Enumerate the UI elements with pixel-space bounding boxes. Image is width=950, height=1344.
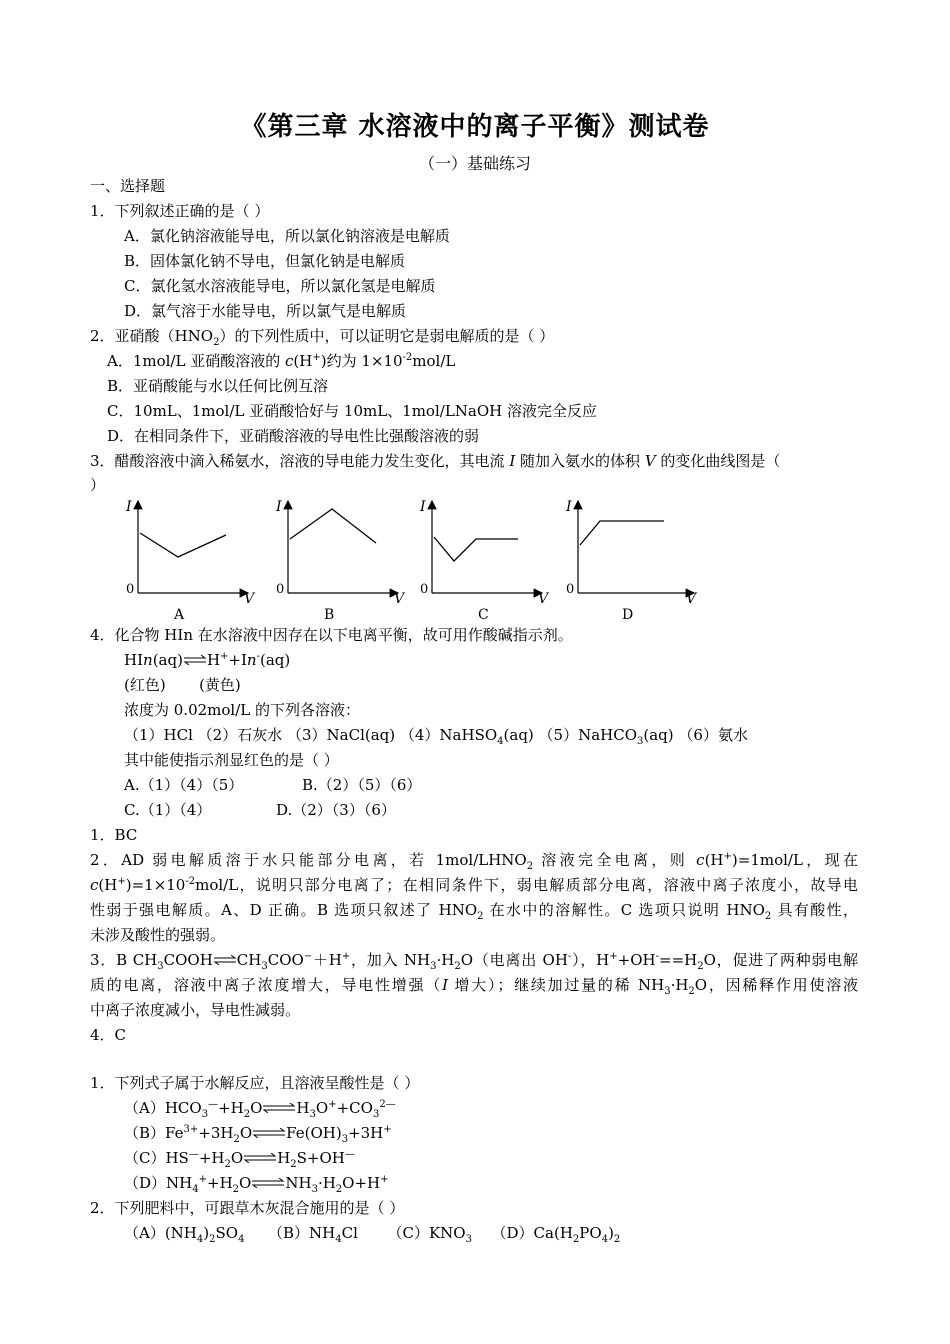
answer-3-line-1: 3．B $CH_3COOH$ $CH_3COO^-+H^+$，加入 $NH_3\cdot H_2O$（电离出 OH-），$H^++OH^-==H_2O$，促进了两种弱电解 (90, 951, 858, 972)
section-heading: 一、选择题 (90, 177, 166, 195)
answer-2-line-1: 2．AD 弱电解质溶于水只能部分电离，若 $1mol/LHNO_2$ 溶液完全电离，则 c(H+)=1mol/L，现在 (90, 851, 858, 872)
graph-d-curve (580, 521, 664, 545)
question-4-option-c: C.（1）（4） (124, 801, 212, 819)
part2-question-2-option-d: $(D)Ca(H_2PO_4)_2$ (491, 1224, 621, 1245)
graph-b (275, 499, 406, 623)
equilibrium-arrow-icon (252, 1128, 286, 1138)
question-4-option-d: D.（2）（3）（6） (276, 801, 396, 819)
graph-d-y-label: I (566, 499, 572, 515)
part2-question-2-stem: 2．下列肥料中，可跟草木灰混合施用的是（ ） (90, 1199, 405, 1217)
graph-d-origin: 0 (566, 582, 575, 597)
question-4-option-a: A.（1）（4）（5） (124, 776, 244, 794)
equilibrium-arrow-icon (243, 1153, 277, 1163)
question-1-stem: 1．下列叙述正确的是（ ） (90, 202, 270, 220)
graph-c-x-label: V (538, 591, 549, 607)
answer-4: 4．C (90, 1026, 127, 1044)
answer-2-line-3: 性弱于强电解质。A、D 正确。B 选项只叙述了 $HNO_2$ 在水中的溶解性。C 选项只说明 $HNO_2$ 具有酸性， (90, 901, 858, 922)
graph-c-y-label: I (420, 499, 426, 515)
question-2-option-d: D．在相同条件下，亚硝酸溶液的导电性比强酸溶液的弱 (107, 427, 480, 445)
answer-2-line-2: $c(H^+)=1\times 10^{-2}mol/L$，说明只部分电离了；在相同条件下，弱电解质部分电离，溶液中离子浓度小，故导电 (90, 876, 858, 894)
equilibrium-arrow-icon (213, 955, 237, 965)
part2-question-1-option-b: $(B)Fe^{3+}+3H_2O$ $Fe(OH)_3+3H^+$ (124, 1124, 392, 1145)
answer-1: 1．BC (90, 826, 138, 844)
part2-question-1-option-d: $(D)NH_4^++H_2O$ $NH_3\cdot H_2O+H^+$ (124, 1174, 389, 1195)
graph-a (125, 499, 256, 623)
graph-a-y-label: I (126, 499, 132, 515)
graph-a-label: A (174, 607, 185, 623)
question-1-option-a: A．氯化钠溶液能导电，所以氯化钠溶液是电解质 (124, 227, 450, 245)
question-2-option-a: A．1mol/L 亚硝酸溶液的 c(H+)约为 $1\times 10^{-2}mol/L$ (107, 352, 456, 370)
equilibrium-arrow-icon (183, 655, 207, 665)
graph-d-x-label: V (686, 591, 697, 607)
graph-c-origin: 0 (420, 582, 429, 597)
graph-c-curve (434, 537, 518, 561)
answer-3-line-2: 质的电离，溶液中离子浓度增大，导电性增强（I 增大）；继续加过量的稀 $NH_3\cdot H_2O$，因稀释作用使溶液 (90, 976, 858, 997)
part2-question-2-options (124, 1223, 620, 1243)
graph-c (419, 499, 550, 623)
graph-a-curve (140, 533, 226, 557)
graph-a-origin: 0 (126, 582, 135, 597)
graph-b-y-label: I (276, 499, 282, 515)
question-4-stem: 4．化合物 HIn 在水溶液中因存在以下电离平衡，故可用作酸碱指示剂。 (90, 626, 573, 644)
question-3-stem: 3．醋酸溶液中滴入稀氨水，溶液的导电能力发生变化，其电流 I 随加入氨水的体积 V 的变化曲线图是（ (90, 452, 781, 470)
page-subtitle: （一）基础练习 (418, 154, 531, 173)
question-4-option-b: B.（2）（5）（6） (302, 776, 422, 794)
equilibrium-arrow-icon (251, 1178, 285, 1188)
graph-b-label: B (324, 607, 335, 623)
page-title: 《第三章 水溶液中的离子平衡》测试卷 (240, 112, 710, 142)
question-4-solution-list: （1）HCl （2）石灰水 （3）NaCl(aq) （4）NaHSO$_4$(aq) （5）NaHCO$_3$(aq) （6）氨水 (124, 726, 748, 747)
answer-3-line-3: 中离子浓度减小，导电性减弱。 (90, 1001, 301, 1019)
graph-b-x-label: V (394, 591, 405, 607)
question-2-stem: 2．亚硝酸$(HNO_2)$的下列性质中，可以证明它是弱电解质的是（ ） (90, 327, 555, 348)
equilibrium-arrow-icon (262, 1103, 296, 1113)
part2-question-2-option-a: $(A)(NH_4)_2SO_4$ (124, 1224, 245, 1245)
question-2-option-c: C．10mL、1mol/L 亚硝酸恰好与 10mL、1mol/LNaOH 溶液完全反应 (107, 402, 597, 420)
part2-question-1-option-c: $(C)HS^—+H_2O$ $H_2S+OH^—$ (124, 1149, 355, 1170)
question-4-ask: 其中能使指示剂显红色的是（ ） (124, 751, 339, 769)
part2-question-1-stem: 1．下列式子属于水解反应，且溶液呈酸性是（ ） (90, 1074, 420, 1092)
question-1-option-c: C．氯化氢水溶液能导电，所以氯化氢是电解质 (124, 277, 436, 295)
graph-c-label: C (478, 607, 489, 623)
question-4-colors: (红色) (黄色) (124, 676, 241, 694)
question-3-stem-cont: ） (90, 476, 106, 494)
part2-question-2-option-c: $(C)KNO_3$ (387, 1224, 472, 1245)
part2-question-1-option-a: $(A)HCO_3^—+H_2O$ $H_3O^++CO_3^{2—}$ (124, 1099, 396, 1120)
part2-question-2-option-b: $(B)NH_4Cl$ (268, 1224, 358, 1245)
question-2-option-b: B．亚硝酸能与水以任何比例互溶 (107, 377, 329, 395)
graph-d-label: D (622, 607, 634, 623)
question-4-concentration: 浓度为 0.02mol/L 的下列各溶液： (124, 701, 361, 719)
graph-a-x-label: V (244, 591, 255, 607)
answer-2-line-4: 未涉及酸性的强弱。 (90, 926, 226, 944)
question-4-equation: HIn(aq) H++In-(aq) (124, 651, 291, 669)
question-1-option-d: D．氯气溶于水能导电，所以氯气是电解质 (124, 302, 407, 320)
graph-d (565, 499, 698, 623)
question-3-graphs (110, 495, 730, 623)
graph-b-curve (290, 509, 376, 543)
graph-b-origin: 0 (276, 582, 285, 597)
question-1-option-b: B．固体氯化钠不导电，但氯化钠是电解质 (124, 252, 406, 270)
